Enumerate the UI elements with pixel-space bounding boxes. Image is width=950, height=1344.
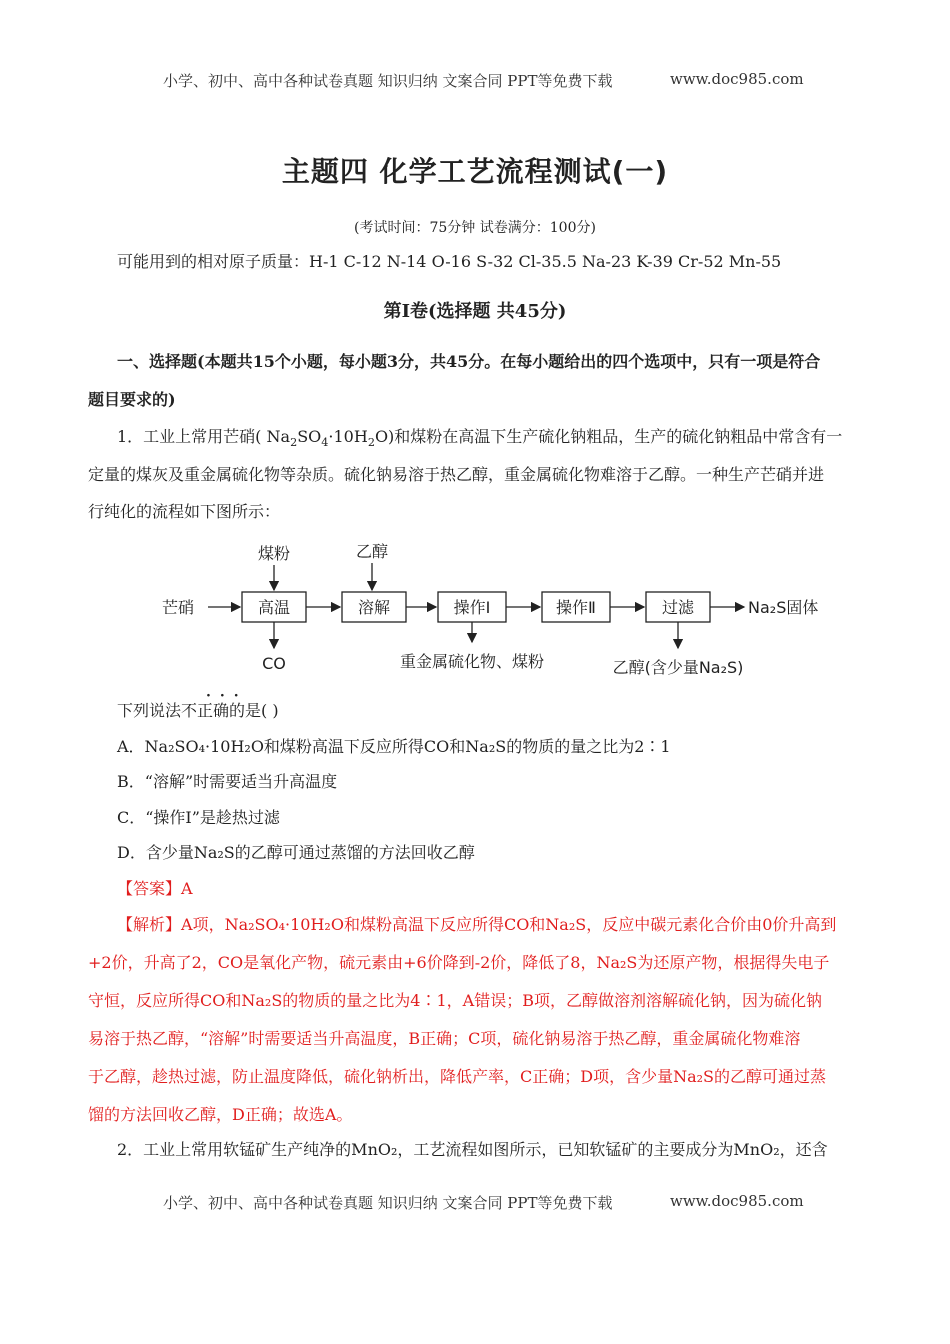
q1-analysis-line6: 馏的方法回收乙醇，D正确；故选A。	[88, 1105, 353, 1124]
answer-label: 【答案】	[117, 879, 182, 898]
q1-analysis-line1	[117, 915, 836, 935]
flow-input-1-label: 煤粉	[257, 544, 291, 563]
q1-option-a: A．Na₂SO₄·10H₂O和煤粉高温下反应所得CO和Na₂S的物质的量之比为2∶1	[117, 737, 671, 756]
flow-output-1-label: CO	[262, 654, 286, 673]
q1-line2: 定量的煤灰及重金属硫化物等杂质。硫化钠易溶于热乙醇，重金属硫化物难溶于乙醇。一种生产芒硝并进	[88, 465, 825, 484]
analysis-text-1: A项，Na₂SO₄·10H₂O和煤粉高温下反应所得CO和Na₂S，反应中碳元素化合价由0价升高到	[181, 915, 837, 934]
answer-value: A	[181, 879, 193, 898]
q1-stem: 下列说法不正确的是( )	[117, 701, 279, 720]
page-footer-text: 小学、初中、高中各种试卷真题 知识归纳 文案合同 PPT等免费下载	[163, 1194, 613, 1212]
flow-box-1-label: 高温	[257, 598, 291, 617]
analysis-label: 【解析】	[117, 915, 182, 934]
q1-option-c: C．“操作Ⅰ”是趁热过滤	[117, 808, 280, 827]
flow-output-5-label: 乙醇(含少量Na₂S)	[612, 658, 744, 677]
q1-analysis-line4: 易溶于热乙醇，“溶解”时需要适当升高温度，B正确；C项，硫化钠易溶于热乙醇，重金属硫化物难溶	[88, 1029, 801, 1048]
flow-box-3-label: 操作Ⅰ	[453, 598, 491, 617]
q1-analysis-line5: 于乙醇，趁热过滤，防止温度降低，硫化钠析出，降低产率，C正确；D项，含少量Na₂S的乙醇可通过蒸	[88, 1067, 826, 1086]
q1-line1-prefix: 1．工业上常用芒硝(	[117, 427, 262, 446]
flow-product-label: Na₂S固体	[748, 598, 819, 617]
atomic-mass-line: 可能用到的相对原子质量：H-1 C-12 N-14 O-16 S-32 Cl-35.5 Na-23 K-39 Cr-52 Mn-55	[117, 252, 782, 271]
flow-box-2-label: 溶解	[357, 598, 391, 617]
flow-box-4-label: 操作Ⅱ	[556, 598, 596, 617]
flow-start-label: 芒硝	[162, 598, 195, 617]
emphasis-dots: ···	[206, 688, 248, 704]
q2-line1: 2．工业上常用软锰矿生产纯净的MnO₂，工艺流程如图所示，已知软锰矿的主要成分为MnO₂，还含	[117, 1140, 828, 1159]
process-flow-diagram	[150, 535, 850, 685]
q1-line3: 行纯化的流程如下图所示：	[88, 502, 281, 521]
instructions-line2: 题目要求的)	[88, 390, 176, 409]
page-footer-url[interactable]: www.doc985.com	[670, 1192, 804, 1210]
section-title: 第Ⅰ卷(选择题 共45分)	[383, 301, 567, 322]
page-title: 主题四 化学工艺流程测试(一)	[281, 155, 669, 188]
q1-answer	[117, 879, 193, 899]
q1-option-d: D．含少量Na₂S的乙醇可通过蒸馏的方法回收乙醇	[117, 843, 475, 862]
flow-box-5-label: 过滤	[661, 598, 695, 617]
instructions-line1: 一、选择题(本题共15个小题，每小题3分，共45分。在每小题给出的四个选项中，只有一项是符合	[117, 352, 821, 371]
q1-line1-suffix: 和煤粉在高温下生产硫化钠粗品，生产的硫化钠粗品中常含有一	[394, 427, 843, 446]
flow-output-3-label: 重金属硫化物、煤粉	[399, 652, 545, 671]
q1-analysis-line2: +2价，升高了2，CO是氧化产物，硫元素由+6价降到-2价，降低了8，Na₂S为还原产物，根据得失电子	[88, 953, 830, 972]
exam-info: (考试时间：75分钟 试卷满分：100分)	[354, 220, 596, 236]
page-header-text: 小学、初中、高中各种试卷真题 知识归纳 文案合同 PPT等免费下载	[163, 72, 613, 90]
q1-formula: $Na_2SO_4\cdot 10H_2O$)	[266, 427, 395, 450]
q1-analysis-line3: 守恒，反应所得CO和Na₂S的物质的量之比为4∶1，A错误；B项，乙醇做溶剂溶解硫化钠，因为硫化钠	[88, 991, 822, 1010]
page-header-url[interactable]: www.doc985.com	[670, 70, 804, 88]
q1-line1	[117, 427, 842, 453]
q1-option-b: B．“溶解”时需要适当升高温度	[117, 772, 338, 791]
flow-input-2-label: 乙醇	[355, 542, 389, 561]
